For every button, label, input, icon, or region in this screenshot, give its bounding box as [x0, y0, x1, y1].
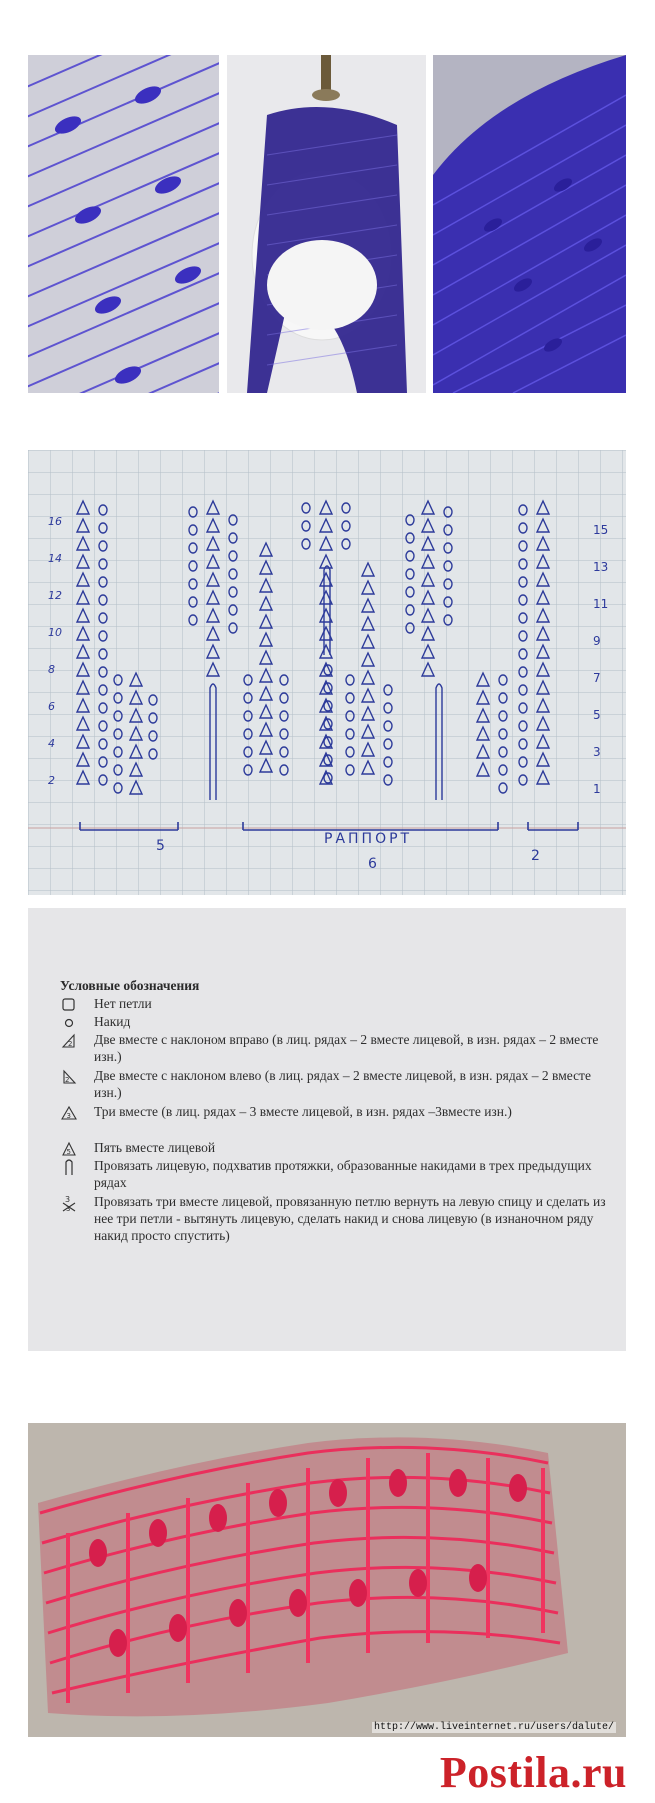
legend-item [60, 995, 610, 1012]
legend-text: Провязать лицевую, подхватив протяжки, образованные накидами в трех предыдущих рядах [94, 1158, 592, 1190]
row-number-left: 14 [48, 552, 62, 565]
k3tog-increase-icon [60, 1194, 78, 1212]
svg-text:3: 3 [66, 1112, 71, 1120]
legend-item [60, 1157, 610, 1191]
legend-text: Провязать три вместе лицевой, провязанную петлю вернуть на левую спицу и сделать из нее три петли - вытянуть лицевую, сделать накид и снова лицевую (в изнаночном ряду накид просто спустить) [94, 1194, 606, 1243]
svg-text:2: 2 [68, 1040, 73, 1048]
chart-label-right: 2 [531, 848, 540, 864]
row-number-right: 13 [593, 560, 609, 574]
k5tog-icon [60, 1140, 78, 1158]
pink-sample-photo [28, 1423, 626, 1737]
row-number-right: 15 [593, 523, 609, 537]
k2tog-right-icon [60, 1032, 78, 1050]
legend-text: Нет петли [94, 996, 152, 1011]
legend-text: Накид [94, 1014, 131, 1029]
svg-text:3: 3 [65, 1195, 71, 1204]
k3tog-icon [60, 1104, 78, 1122]
k2tog-left-icon [60, 1068, 78, 1086]
row-number-left: 12 [48, 589, 62, 602]
chart-legend [28, 908, 626, 1351]
legend-text: Две вместе с наклоном вправо (в лиц. рядах – 2 вместе лицевой, в изн. рядах – 2 вместе изн.) [94, 1032, 599, 1064]
shawl-mannequin-photo [227, 55, 426, 393]
row-number-right: 7 [593, 671, 601, 685]
brand-name: Postila.ru [439, 1747, 627, 1797]
postila-logo[interactable] [440, 1748, 627, 1796]
row-number-right: 3 [593, 745, 601, 759]
legend-item [60, 1031, 610, 1065]
legend-item [60, 1067, 610, 1101]
elongated-stitch-icon [60, 1158, 78, 1176]
legend-text: Две вместе с наклоном влево (в лиц. рядах – 2 вместе лицевой, в изн. рядах – 2 вместе изн.) [94, 1068, 591, 1100]
source-watermark: http://www.liveinternet.ru/users/dalute/ [373, 1722, 614, 1733]
row-number-left: 8 [48, 663, 55, 676]
row-number-left: 10 [48, 626, 62, 639]
row-number-right: 11 [593, 597, 609, 611]
shawl-closeup-photo [28, 55, 219, 393]
row-number-left: 6 [48, 700, 55, 713]
legend-title: Условные обозначения [60, 978, 200, 993]
legend-item [60, 1193, 610, 1244]
svg-text:5: 5 [66, 1148, 71, 1156]
chart-label-middle: 6 [368, 856, 377, 872]
legend-item [60, 1139, 610, 1156]
legend-item [60, 1103, 610, 1120]
legend-text: Пять вместе лицевой [94, 1140, 216, 1155]
legend-item [60, 1013, 610, 1030]
row-number-left: 2 [48, 774, 55, 787]
chart-label-left: 5 [156, 838, 165, 854]
svg-text:2: 2 [65, 1076, 70, 1084]
row-number-right: 1 [593, 782, 601, 796]
row-number-left: 4 [48, 737, 55, 750]
legend-text: Три вместе (в лиц. рядах – 3 вместе лицевой, в изн. рядах –3вместе изн.) [94, 1104, 512, 1119]
svg-text:3: 3 [66, 1205, 71, 1212]
chart-label-rapport: РАППОРТ [324, 831, 413, 847]
shawl-edge-photo [433, 55, 626, 393]
knitting-chart [28, 450, 626, 895]
empty-square-icon [60, 996, 78, 1014]
row-number-right: 9 [593, 634, 601, 648]
yarn-over-icon [60, 1014, 78, 1032]
row-number-left: 16 [48, 515, 62, 528]
row-number-right: 5 [593, 708, 601, 722]
